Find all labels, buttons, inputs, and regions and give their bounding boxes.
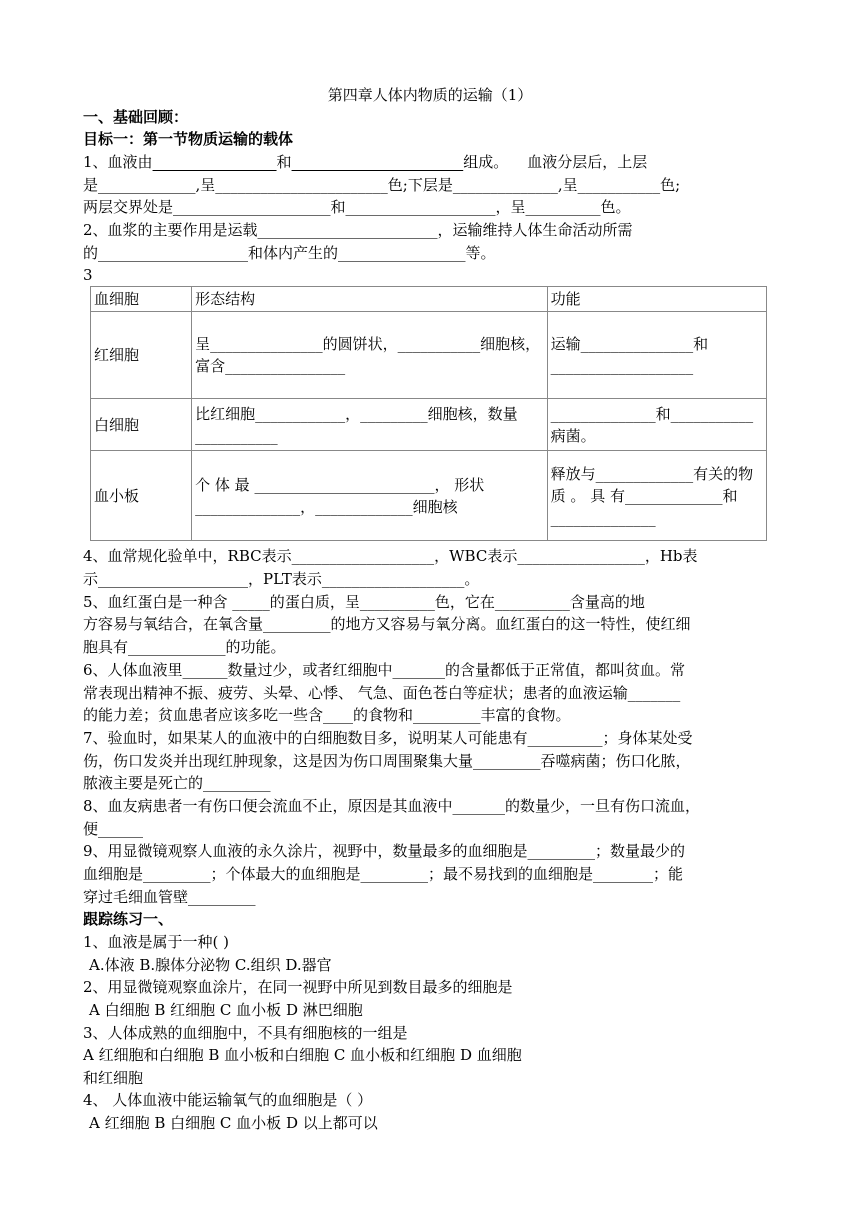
q1-blank-1 <box>153 153 277 171</box>
q4-line2: 示____________________，PLT表示___________________。 <box>83 570 480 588</box>
table-header-row <box>91 287 767 312</box>
mc1-question: 1、血液是属于一种( ) <box>83 933 230 951</box>
q1-text-b: 和 <box>276 153 292 171</box>
q9-line1: 9、用显微镜观察人血液的永久涂片，视野中，数量最多的血细胞是_________；数量最少的 <box>83 842 686 860</box>
cell-structure: 比红细胞____________，_________细胞核，数量___________ <box>192 399 548 451</box>
blood-cell-table <box>90 286 767 541</box>
q6-line2: 常表现出精神不振、疲劳、头晕、心悸、 气急、面色苍白等症状；患者的血液运输_______ <box>83 684 681 702</box>
mc4-question: 4、 人体血液中能运输氧气的血细胞是（ ） <box>83 1091 373 1109</box>
mc2-options: A 白细胞 B 红细胞 C 血小板 D 淋巴细胞 <box>89 1001 363 1019</box>
q3-label: 3 <box>83 266 93 284</box>
table-row <box>91 312 767 399</box>
cell-structure: 个 体 最 ________________________， 形状______________，_____________细胞核 <box>192 451 548 541</box>
header-cell: 形态结构 <box>192 287 548 312</box>
q9-line3: 穿过毛细血管壁_________ <box>83 888 256 906</box>
cell-function: 运输_______________和___________________ <box>547 312 766 399</box>
mc3-options: A 红细胞和白细胞 B 血小板和白细胞 C 血小板和红细胞 D 血细胞 <box>83 1046 522 1064</box>
mc2-question: 2、用显微镜观察血涂片，在同一视野中所见到数目最多的细胞是 <box>83 978 513 996</box>
mc3-question: 3、人体成熟的血细胞中，不具有细胞核的一组是 <box>83 1024 408 1042</box>
q7-line2: 伤，伤口发炎并出现红肿现象，这是因为伤口周围聚集大量_________吞噬病菌；伤口化脓， <box>83 752 691 770</box>
q4-line1: 4、血常规化验单中，RBC表示___________________，WBC表示_________________，Hb表 <box>83 547 698 565</box>
cell-structure: 呈_______________的圆饼状，___________细胞核，富含________________ <box>192 312 548 399</box>
q1-text-c: 组成。 <box>463 153 509 171</box>
cell-name: 红细胞 <box>91 312 192 399</box>
q2-line1: 2、血浆的主要作用是运载________________________，运输维持人体生命活动所需 <box>83 221 633 239</box>
q1-line3: 两层交界处是_____________________和____________________，呈__________色。 <box>83 198 631 216</box>
q1-blank-2 <box>292 153 464 171</box>
q5-line3: 胞具有_____________的功能。 <box>83 638 286 656</box>
q1-text-a: 1、血液由 <box>83 153 153 171</box>
table-row <box>91 451 767 541</box>
table-row <box>91 399 767 451</box>
section-heading-practice: 跟踪练习一、 <box>83 910 174 928</box>
cell-name: 白细胞 <box>91 399 192 451</box>
cell-name: 血小板 <box>91 451 192 541</box>
q1-line2: 是_____________,呈_______________________色;下层是______________,呈___________色; <box>83 176 681 194</box>
mc4-options: A 红细胞 B 白细胞 C 血小板 D 以上都可以 <box>89 1114 378 1132</box>
q5-line1: 5、血红蛋白是一种含 _____的蛋白质，呈__________色，它在__________含量高的地 <box>83 593 645 611</box>
q6-line3: 的能力差；贫血患者应该多吃一些含____的食物和_________丰富的食物。 <box>83 706 571 724</box>
q1-text-d: 血液分层后，上层 <box>527 153 648 171</box>
cell-function: 释放与_____________有关的物 质 。 具 有_____________和______________ <box>547 451 766 541</box>
page-title: 第四章人体内物质的运输（1） <box>327 86 533 104</box>
cell-function: ______________和___________病菌。 <box>547 399 766 451</box>
q6-line1: 6、人体血液里______数量过少，或者红细胞中_______的含量都低于正常值，都叫贫血。常 <box>83 661 686 679</box>
mc1-options: A.体液 B.腺体分泌物 C.组织 D.器官 <box>89 956 332 974</box>
q8-line2: 便______ <box>83 820 144 838</box>
q2-line2: 的____________________和体内产生的_________________等。 <box>83 244 496 262</box>
section-heading-review: 一、基础回顾： <box>83 108 189 126</box>
goal-heading: 目标一：第一节物质运输的载体 <box>83 130 294 148</box>
q9-line2: 血细胞是_________；个体最大的血细胞是_________；最不易找到的血细胞是________；能 <box>83 865 684 883</box>
q7-line1: 7、验血时，如果某人的血液中的白细胞数目多，说明某人可能患有__________；身体某处受 <box>83 729 693 747</box>
q7-line3: 脓液主要是死亡的_________ <box>83 774 271 792</box>
mc3-options-cont: 和红细胞 <box>83 1069 144 1087</box>
q1-line1 <box>83 151 647 173</box>
q8-line1: 8、血友病患者一有伤口便会流血不止，原因是其血液中_______的数量少，一旦有伤口流血， <box>83 797 701 815</box>
q5-line2: 方容易与氧结合，在氧含量_________的地方又容易与氧分离。血红蛋白的这一特性，使红细 <box>83 615 691 633</box>
header-cell: 功能 <box>547 287 766 312</box>
header-cell: 血细胞 <box>91 287 192 312</box>
